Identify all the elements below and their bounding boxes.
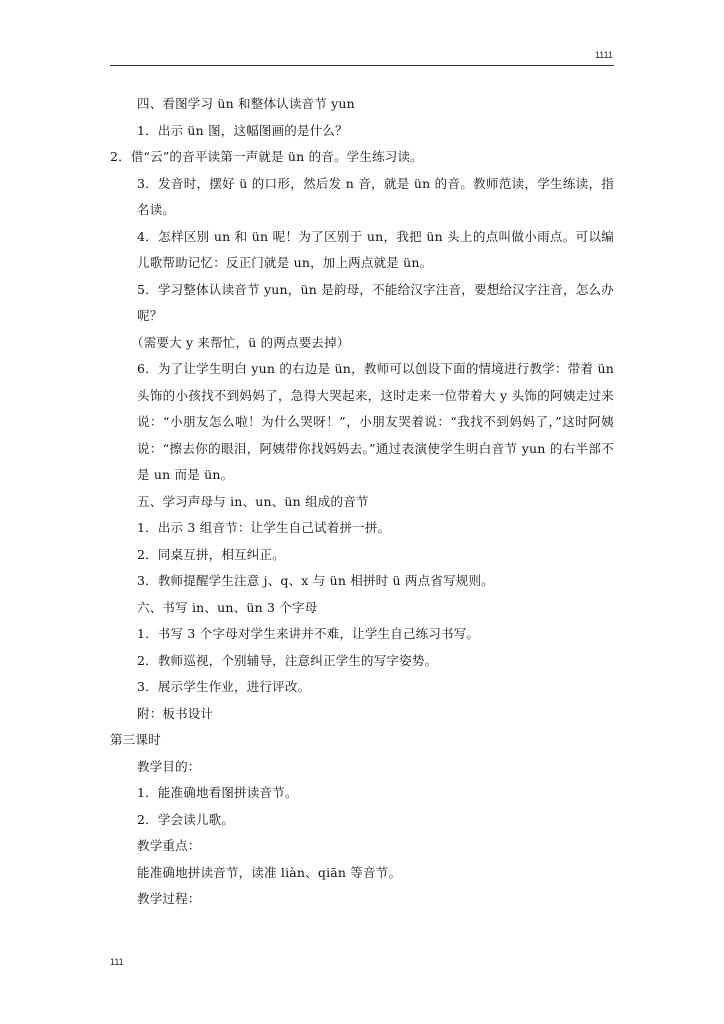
header-divider: [110, 65, 614, 66]
paragraph: 1．书写 3 个字母对学生来讲并不难，让学生自己练习书写。: [137, 626, 480, 641]
paragraph: 教学重点：: [137, 838, 201, 853]
paragraph: 1．出示 3 组音节：让学生自己试着拼一拼。: [137, 520, 391, 535]
paragraph: 5．学习整体认读音节 yun，ün 是韵母，不能给汉字注音，要想给汉字注音，怎么办呢？: [137, 281, 614, 323]
lesson-heading: 第三课时: [110, 732, 161, 747]
paragraph: 3．教师提醒学生注意 j、q、x 与 ün 相拼时 ü 两点省写规则。: [137, 573, 494, 588]
paragraph: 4．怎样区别 un 和 ün 呢！为了区别于 un，我把 ün 头上的点叫做小雨点。可以编儿歌帮助记忆：反正门就是 un，加上两点就是 ün。: [137, 228, 614, 270]
paragraph: 能准确地拼读音节，读准 liàn、qiān 等音节。: [137, 864, 402, 880]
paragraph: 2．教师巡视，个别辅导，注意纠正学生的写字姿势。: [137, 652, 438, 668]
paragraph: 6．为了让学生明白 yun 的右边是 ün，教师可以创设下面的情境进行教学：带着 ün 头饰的小孩找不到妈妈了，急得大哭起来，这时走来一位带着大 y 头饰的阿姨走过来说：“小朋友怎么啦！为什么哭呀！”，小朋友哭着说：“我找不到妈妈了，”这时阿姨说：“擦去你的眼泪，阿姨带你找妈妈去。”通过表演使学生明白音节 yun 的右半部不是 un 而是 ün。: [137, 361, 614, 482]
section-heading-6: 六、书写 in、un、ün 3 个字母: [137, 599, 318, 615]
paragraph: 3．发音时，摆好 ü 的口形，然后发 n 音，就是 ün 的音。教师范读，学生练读，指名读。: [137, 175, 614, 217]
paragraph: 附：板书设计: [137, 705, 214, 721]
header-page-number: 1111: [594, 50, 613, 60]
paragraph: 教学过程：: [137, 891, 201, 906]
paragraph: 1．出示 ün 图，这幅图画的是什么？: [137, 122, 348, 138]
paragraph: 2．借“云”的音平读第一声就是 ün 的音。学生练习读。: [110, 149, 423, 164]
paragraph: 2．学会读儿歌。: [137, 811, 235, 827]
footer-page-number: 111: [110, 957, 124, 967]
paragraph: 教学目的：: [137, 758, 201, 774]
paragraph: 1．能准确地看图拼读音节。: [137, 785, 298, 800]
paragraph: 2．同桌互拼，相互纠正。: [137, 546, 285, 562]
section-heading-5: 五、学习声母与 in、un、ün 组成的音节: [137, 493, 369, 509]
document-body: [110, 91, 614, 913]
paragraph-note: （需要大 y 来帮忙，ü 的两点要去掉）: [131, 334, 350, 350]
paragraph: 3．展示学生作业，进行评改。: [137, 679, 311, 694]
section-heading-4: 四、看图学习 ün 和整体认读音节 yun: [137, 96, 355, 111]
